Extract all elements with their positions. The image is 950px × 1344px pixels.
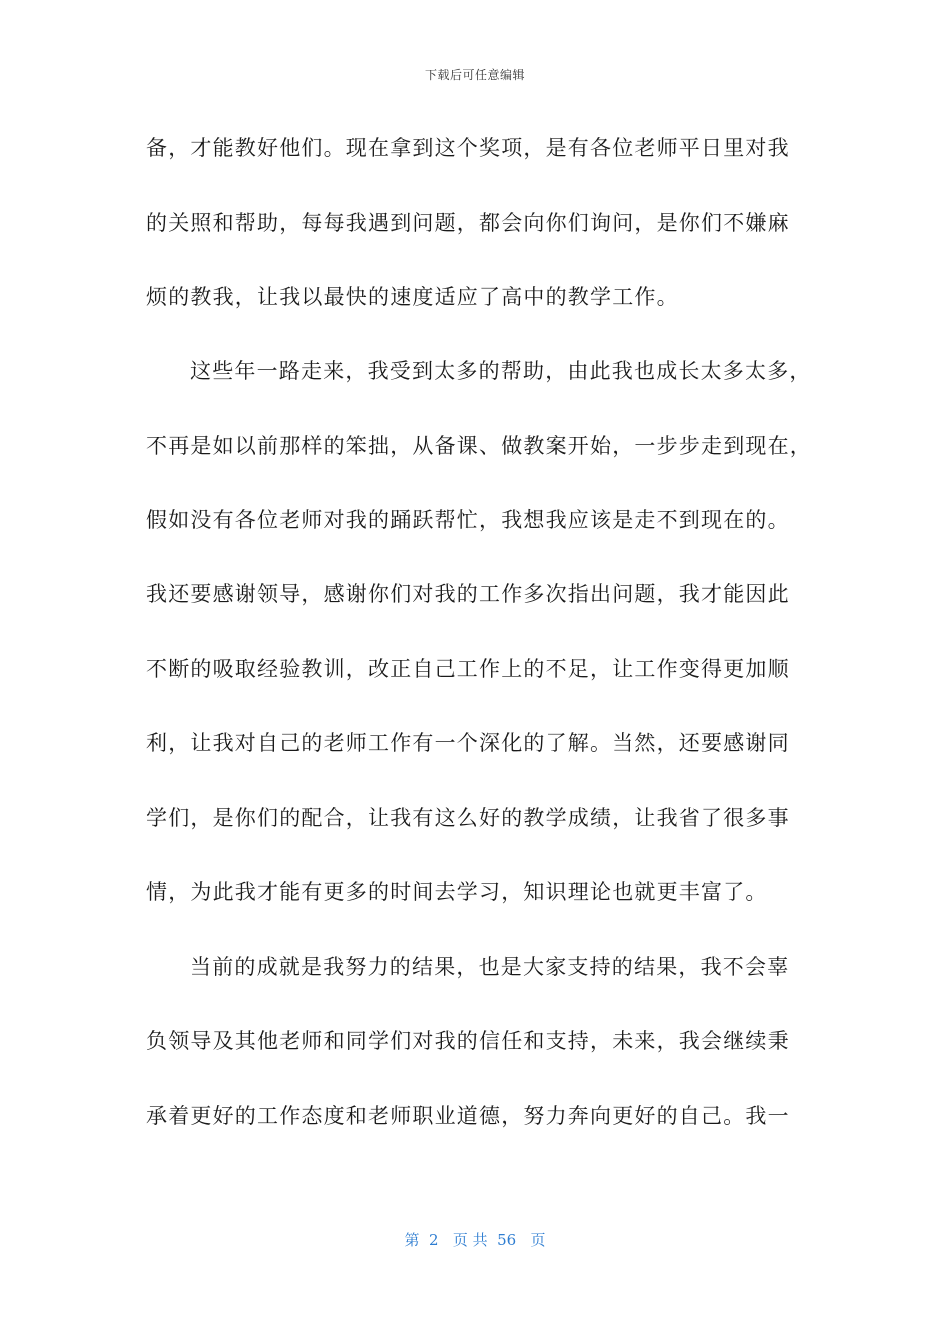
paragraph-start-line: 当前的成就是我努力的结果，也是大家支持的结果，我不会辜 <box>190 955 790 979</box>
text-line: 学们，是你们的配合，让我有这么好的教学成绩，让我省了很多事 <box>146 806 790 830</box>
page-footer: 第 2 页 共 56 页 <box>404 1231 546 1249</box>
text-line: 不再是如以前那样的笨拙，从备课、做教案开始，一步步走到现在， <box>146 434 812 458</box>
text-line: 不断的吸取经验教训，改正自己工作上的不足，让工作变得更加顺 <box>146 657 790 681</box>
paragraph-start-line: 这些年一路走来，我受到太多的帮助，由此我也成长太多太多， <box>190 359 812 383</box>
text-line: 我还要感谢领导，感谢你们对我的工作多次指出问题，我才能因此 <box>146 582 790 606</box>
text-line: 情，为此我才能有更多的时间去学习，知识理论也就更丰富了。 <box>146 880 768 904</box>
text-line: 烦的教我，让我以最快的速度适应了高中的教学工作。 <box>146 285 679 309</box>
text-line: 的关照和帮助，每每我遇到问题，都会向你们询问，是你们不嫌麻 <box>146 211 790 235</box>
text-line: 利，让我对自己的老师工作有一个深化的了解。当然，还要感谢同 <box>146 731 790 755</box>
page-header: 下载后可任意编辑 <box>424 68 525 82</box>
text-line: 备，才能教好他们。现在拿到这个奖项，是有各位老师平日里对我 <box>146 136 790 160</box>
text-line: 假如没有各位老师对我的踊跃帮忙，我想我应该是走不到现在的。 <box>146 508 790 532</box>
text-line: 负领导及其他老师和同学们对我的信任和支持，未来，我会继续秉 <box>146 1029 790 1053</box>
text-line: 承着更好的工作态度和老师职业道德，努力奔向更好的自己。我一 <box>146 1104 790 1128</box>
